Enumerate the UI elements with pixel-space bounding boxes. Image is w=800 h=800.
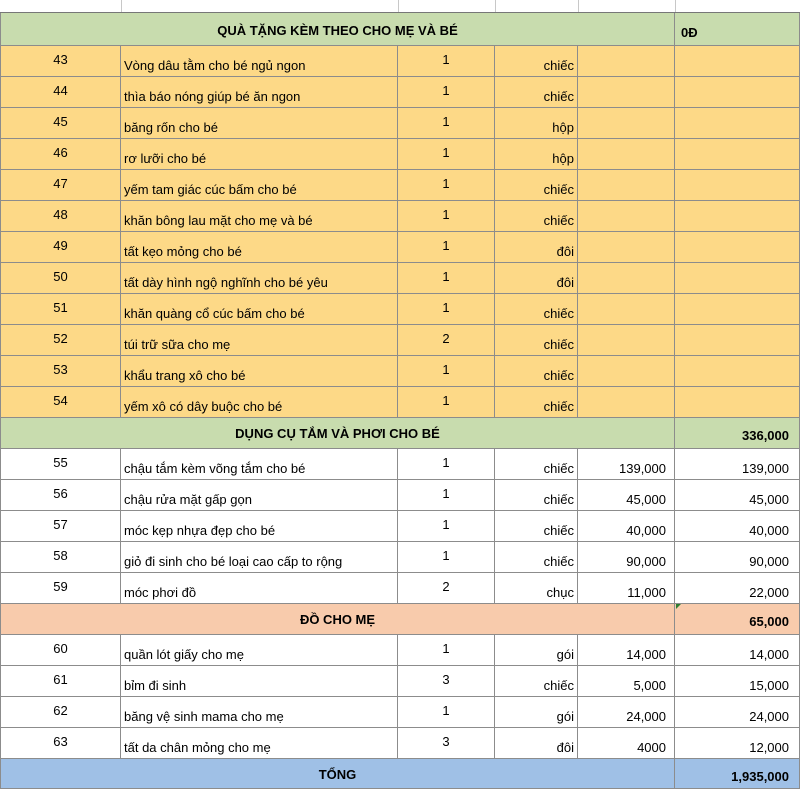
item-name[interactable]: giỏ đi sinh cho bé loại cao cấp to rộng [121,542,398,572]
table-row[interactable] [0,480,800,511]
table-row[interactable] [0,108,800,139]
item-name[interactable]: Vòng dâu tằm cho bé ngủ ngon [121,46,398,76]
item-amount[interactable]: 15,000 [675,666,800,696]
section-title: DỤNG CỤ TẮM VÀ PHƠI CHO BÉ [0,418,675,448]
item-unit-price[interactable]: 5,000 [578,666,675,696]
item-unit-price[interactable]: 14,000 [578,635,675,665]
item-name[interactable]: tất kẹo mỏng cho bé [121,232,398,262]
item-name[interactable]: yếm xô có dây buộc cho bé [121,387,398,417]
item-quantity[interactable]: 1 [398,697,495,727]
grand-total-value: 1,935,000 [675,759,800,788]
item-quantity[interactable]: 1 [398,511,495,541]
item-unit[interactable]: chiếc [495,511,578,541]
table-row[interactable] [0,542,800,573]
column-divider [495,0,496,12]
section-row-gifts[interactable] [0,13,800,46]
item-unit-price[interactable]: 45,000 [578,480,675,510]
table-row[interactable] [0,635,800,666]
item-amount[interactable] [675,263,800,293]
column-divider [675,0,676,12]
item-number[interactable]: 54 [0,387,121,417]
item-name[interactable]: tất dày hình ngộ nghĩnh cho bé yêu [121,263,398,293]
item-unit-price[interactable]: 40,000 [578,511,675,541]
item-name[interactable]: khăn bông lau mặt cho mẹ và bé [121,201,398,231]
item-quantity[interactable]: 1 [398,170,495,200]
item-number[interactable]: 57 [0,511,121,541]
item-unit-price[interactable] [578,325,675,355]
table-row[interactable] [0,573,800,604]
item-name[interactable]: chậu rửa mặt gấp gọn [121,480,398,510]
item-number[interactable]: 43 [0,46,121,76]
item-unit[interactable]: đôi [495,232,578,262]
item-unit[interactable]: chiếc [495,480,578,510]
item-quantity[interactable]: 1 [398,232,495,262]
item-quantity[interactable]: 1 [398,480,495,510]
item-unit[interactable]: chiếc [495,294,578,324]
item-number[interactable]: 51 [0,294,121,324]
item-name[interactable]: túi trữ sữa cho mẹ [121,325,398,355]
item-amount[interactable]: 45,000 [675,480,800,510]
item-amount[interactable] [675,139,800,169]
grand-total-row[interactable] [0,759,800,789]
item-unit-price[interactable] [578,77,675,107]
item-name[interactable]: thìa báo nóng giúp bé ăn ngon [121,77,398,107]
table-row[interactable] [0,201,800,232]
item-quantity[interactable]: 1 [398,635,495,665]
item-unit-price[interactable] [578,201,675,231]
item-unit[interactable]: chiếc [495,356,578,386]
item-quantity[interactable]: 1 [398,108,495,138]
comment-indicator [676,604,681,609]
item-unit-price[interactable] [578,170,675,200]
item-number[interactable]: 46 [0,139,121,169]
item-quantity[interactable]: 2 [398,325,495,355]
item-name[interactable]: rơ lưỡi cho bé [121,139,398,169]
table-row[interactable] [0,294,800,325]
item-quantity[interactable]: 3 [398,728,495,758]
item-unit[interactable]: chiếc [495,387,578,417]
column-divider [578,0,579,12]
item-number[interactable]: 55 [0,449,121,479]
table-row[interactable] [0,77,800,108]
item-amount[interactable] [675,201,800,231]
item-amount[interactable] [675,170,800,200]
item-unit-price[interactable] [578,294,675,324]
item-unit-price[interactable] [578,139,675,169]
item-quantity[interactable]: 1 [398,449,495,479]
item-amount[interactable]: 14,000 [675,635,800,665]
item-unit[interactable]: chục [495,573,578,603]
table-row[interactable] [0,666,800,697]
item-unit[interactable]: chiếc [495,325,578,355]
item-quantity[interactable]: 1 [398,294,495,324]
item-amount[interactable] [675,46,800,76]
item-name[interactable]: bỉm đi sinh [121,666,398,696]
item-amount[interactable] [675,108,800,138]
item-unit-price[interactable]: 11,000 [578,573,675,603]
section-total: 65,000 [675,604,800,634]
item-name[interactable]: móc kẹp nhựa đẹp cho bé [121,511,398,541]
item-number[interactable]: 49 [0,232,121,262]
table-row[interactable] [0,232,800,263]
item-number[interactable]: 63 [0,728,121,758]
item-amount[interactable] [675,325,800,355]
item-unit-price[interactable] [578,46,675,76]
bath-items [0,449,800,604]
item-number[interactable]: 58 [0,542,121,572]
item-amount[interactable]: 90,000 [675,542,800,572]
table-row[interactable] [0,387,800,418]
item-name[interactable]: khẩu trang xô cho bé [121,356,398,386]
item-amount[interactable] [675,77,800,107]
item-unit[interactable]: chiếc [495,170,578,200]
section-total: 336,000 [675,418,800,448]
item-unit[interactable]: chiếc [495,46,578,76]
item-name[interactable]: chậu tắm kèm võng tắm cho bé [121,449,398,479]
item-quantity[interactable]: 1 [398,46,495,76]
item-name[interactable]: tất da chân mỏng cho mẹ [121,728,398,758]
item-name[interactable]: móc phơi đồ [121,573,398,603]
item-amount[interactable]: 40,000 [675,511,800,541]
column-divider [121,0,122,12]
item-unit-price[interactable]: 4000 [578,728,675,758]
item-number[interactable]: 52 [0,325,121,355]
item-number[interactable]: 45 [0,108,121,138]
table-row[interactable] [0,356,800,387]
item-number[interactable]: 48 [0,201,121,231]
item-number[interactable]: 61 [0,666,121,696]
item-unit[interactable]: chiếc [495,201,578,231]
item-unit-price[interactable]: 90,000 [578,542,675,572]
item-unit-price[interactable]: 139,000 [578,449,675,479]
item-unit[interactable]: gói [495,635,578,665]
table-row[interactable] [0,170,800,201]
item-quantity[interactable]: 1 [398,201,495,231]
table-row[interactable] [0,263,800,294]
item-amount[interactable]: 139,000 [675,449,800,479]
table-row[interactable] [0,139,800,170]
item-amount[interactable]: 12,000 [675,728,800,758]
item-number[interactable]: 60 [0,635,121,665]
item-name[interactable]: quần lót giấy cho mẹ [121,635,398,665]
item-unit[interactable]: chiếc [495,77,578,107]
item-number[interactable]: 50 [0,263,121,293]
item-amount[interactable]: 24,000 [675,697,800,727]
item-number[interactable]: 47 [0,170,121,200]
item-unit-price[interactable] [578,108,675,138]
item-unit[interactable]: chiếc [495,666,578,696]
column-header-strip [0,0,800,13]
section-title: QUÀ TẶNG KÈM THEO CHO MẸ VÀ BÉ [0,13,675,45]
table-row[interactable] [0,511,800,542]
table-row[interactable] [0,449,800,480]
item-unit[interactable]: hộp [495,108,578,138]
gift-items [0,46,800,418]
item-unit-price[interactable] [578,232,675,262]
section-row-bath[interactable] [0,418,800,449]
grand-total-label: TỔNG [0,759,675,788]
item-number[interactable]: 62 [0,697,121,727]
item-unit[interactable]: hộp [495,139,578,169]
item-number[interactable]: 56 [0,480,121,510]
item-name[interactable]: băng rốn cho bé [121,108,398,138]
item-amount[interactable]: 22,000 [675,573,800,603]
item-quantity[interactable]: 3 [398,666,495,696]
table-row[interactable] [0,46,800,77]
section-total: 0Đ [675,13,800,45]
item-quantity[interactable]: 1 [398,77,495,107]
item-quantity[interactable]: 1 [398,356,495,386]
item-name[interactable]: băng vệ sinh mama cho mẹ [121,697,398,727]
item-unit[interactable]: chiếc [495,449,578,479]
item-quantity[interactable]: 2 [398,573,495,603]
item-number[interactable]: 44 [0,77,121,107]
table-row[interactable] [0,728,800,759]
table-row[interactable] [0,697,800,728]
item-quantity[interactable]: 1 [398,263,495,293]
mom-items [0,635,800,759]
item-amount[interactable] [675,294,800,324]
item-unit-price[interactable]: 24,000 [578,697,675,727]
item-amount[interactable] [675,232,800,262]
item-amount[interactable] [675,387,800,417]
item-amount[interactable] [675,356,800,386]
item-quantity[interactable]: 1 [398,387,495,417]
item-name[interactable]: khăn quàng cổ cúc bấm cho bé [121,294,398,324]
item-unit-price[interactable] [578,263,675,293]
item-unit-price[interactable] [578,356,675,386]
item-unit[interactable]: đôi [495,263,578,293]
table-row[interactable] [0,325,800,356]
section-title: ĐỒ CHO MẸ [0,604,675,634]
item-number[interactable]: 59 [0,573,121,603]
item-quantity[interactable]: 1 [398,139,495,169]
item-number[interactable]: 53 [0,356,121,386]
section-row-mom[interactable] [0,604,800,635]
item-name[interactable]: yếm tam giác cúc bấm cho bé [121,170,398,200]
item-unit[interactable]: đôi [495,728,578,758]
item-quantity[interactable]: 1 [398,542,495,572]
item-unit[interactable]: chiếc [495,542,578,572]
column-divider [398,0,399,12]
item-unit-price[interactable] [578,387,675,417]
item-unit[interactable]: gói [495,697,578,727]
